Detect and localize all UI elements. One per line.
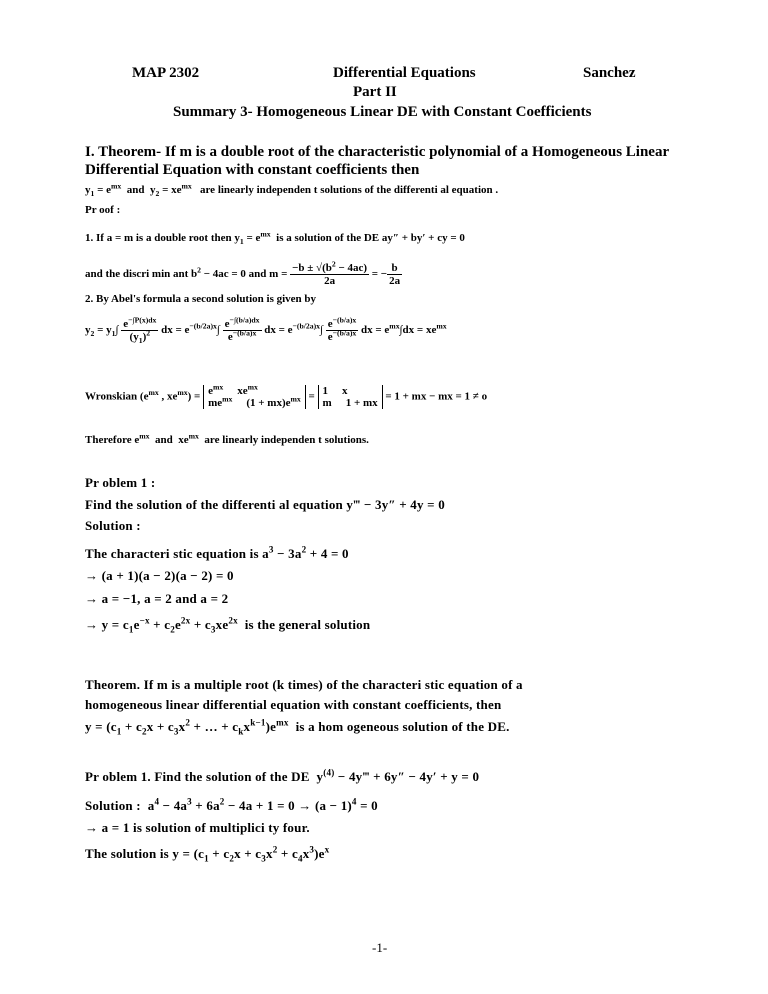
proof-abel: 2. By Abel's formula a second solution is given by [85,293,317,305]
course-code: MAP 2302 [132,65,200,81]
problem1-char-eq: The characteri stic equation is $a^3 - 3a^2 + 4 = 0$ [85,544,349,561]
problem1-general-solution: → $y = c_1e^{-x} + c_2e^{2x} + c_3xe^{2x}$ is the general solution [85,615,371,635]
wronskian: Wronskian ($e^{mx}$ , $xe^{mx}$) = $e^{mx}$ $xe^{mx}$ $me^{mx}$ $(1 + mx)e^{mx}$ = 1 x m 1 + mx = 1 + mx − mx = 1 ≠ o [85,382,488,409]
problem1-solution-label: Solution : [85,518,141,533]
problem1-factored: → (a + 1)(a − 2)(a − 2) = 0 [85,568,234,583]
course-subject: Differential Equations [333,65,476,81]
proof-label: Pr oof : [85,204,121,216]
therefore-statement: Therefore $e^{mx}$ and $xe^{mx}$ are linearly independen t solutions. [85,431,369,446]
problem2-question: Pr oblem 1. Find the solution of the DE $y^{(4)}$ − 4y‴ + 6y″ − 4y′ + y = 0 [85,767,480,784]
proof-discriminant: and the discri min ant $b^2 - 4ac = 0$ and m = $\frac{-b \pm √(b^2 - 4ac)}{2a}$ = − $\frac{b}{2a}$ [85,259,401,287]
problem1-question: Find the solution of the differenti al equation y‴ − 3y″ + 4y = 0 [85,497,445,512]
problem1-label: Pr oblem 1 : [85,475,156,490]
theorem1-statement: $y_1 = e^{mx}$ and $y_2 = xe^{mx}$ are linearly independen t solutions of the differenti al equation . [85,181,499,199]
theorem1-title-line2: Differential Equation with constant coefficients then [85,162,420,178]
abel-formula: $y_2 = y_1\int$ $\frac{e^{-\int P(x)dx}}{(y_1)^2}$ dx = $e^{-(b/2a)x}\int$ $\frac{e^{-\int(b/a)dx}}{e^{-(b/a)x}}$ dx = $e^{-(b/2a)x}\int$ $\frac{e^{-(b/a)x}}{e^{-(b/a)x}}$ dx = $e^{mx}\int dx = xe^{mx}$ [85,315,447,346]
theorem2-line3: $y = (c_1 + c_2x + c_3x^2$ + … + $c_kx^{k-1})e^{mx}$ is a hom ogeneous solution of the DE. [85,717,510,737]
problem1-roots: → a = −1, a = 2 and a = 2 [85,591,229,606]
theorem1-title-line1: I. Theorem- If m is a double root of the characteristic polynomial of a Homogeneous Linear [85,144,670,160]
summary-title: Summary 3- Homogeneous Linear DE with Constant Coefficients [173,104,592,120]
problem2-char-eq: Solution : $a^4 - 4a^3 + 6a^2 - 4a + 1 = 0 \to (a - 1)^4 = 0$ [85,796,378,813]
page-number: -1- [372,940,388,955]
theorem2-line1: Theorem. If m is a multiple root (k times) of the characteri stic equation of a [85,677,523,692]
theorem2-line2: homogeneous linear differential equation with constant coefficients, then [85,697,502,712]
part-label: Part II [353,84,397,100]
problem2-answer: The solution is $y = (c_1 + c_2x + c_3x^2 + c_4x^3)e^x$ [85,844,330,864]
instructor-name: Sanchez [583,65,636,81]
proof-step1: 1. If a = m is a double root then $y_1 = e^{mx}$ is a solution of the DE ay″ + by′ + cy = 0 [85,229,465,247]
problem2-multiplicity: → a = 1 is solution of multiplici ty four. [85,820,310,835]
